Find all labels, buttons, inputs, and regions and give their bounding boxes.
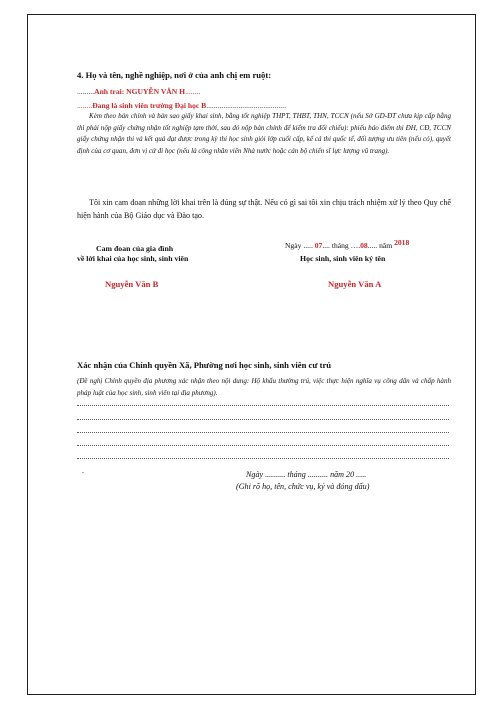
section-4-heading: 4. Họ và tên, nghề nghiệp, nơi ở của anh chị em ruột: xyxy=(77,70,272,80)
dotted-line xyxy=(77,419,449,420)
date-day: 07 xyxy=(314,241,323,250)
date-prefix: Ngày ..... xyxy=(285,241,313,250)
dots: .......................................... xyxy=(206,101,286,110)
dots: ........ xyxy=(185,87,201,96)
dotted-line xyxy=(77,445,449,446)
dotted-line xyxy=(77,405,449,406)
family-signer-name: Nguyễn Văn B xyxy=(105,279,159,289)
family-commitment-label: Cam đoan của gia đình xyxy=(96,244,174,253)
date-month: 08 xyxy=(360,241,368,250)
confirmation-heading: Xác nhận của Chính quyền Xã, Phường nơi học sinh, sinh viên cư trú xyxy=(77,360,332,370)
dotted-line xyxy=(77,458,449,459)
sibling-occupation: Đang là sinh viên trường Đại học B xyxy=(92,101,207,110)
dotted-line xyxy=(77,432,449,433)
sibling-line-2 xyxy=(77,101,286,110)
confirmation-note: (Đề nghị Chính quyền địa phương xác nhận theo nội dung: Hộ khẩu thường trú, việc thực hiện nghĩa vụ công dân và chấp hành pháp luật của học sinh, sinh viên tại địa phương). xyxy=(77,377,451,397)
small-mark: . xyxy=(82,466,84,475)
signature-date xyxy=(285,238,410,250)
student-signer-name: Nguyễn Văn A xyxy=(328,279,382,289)
confirmation-sign-note: (Ghi rõ họ, tên, chức vụ, ký và đóng dấu) xyxy=(236,482,370,491)
dots: ........ xyxy=(77,101,93,110)
sibling-name: Anh trai: NGUYỄN VĂN H xyxy=(94,87,186,96)
attachment-note: Kèm theo bản chính và bản sao giấy khai sinh, bằng tốt nghiệp THPT, THBT, THN, TCCN (nếu Sở GD-ĐT chưa kịp cấp bằng thì phải nộp giấy chứng nhận tốt nghiệp tạm thời, sau đó nộp bản chính để kiểm tra đối chiếu): phiếu báo điểm thi ĐH, CĐ, TCCN giấy chứng nhận thi và kết quả đạt được trong kỳ thi học sinh giỏi lớp cuối cấp, kể cả thi quốc tế, đối tượng ưu tiên (nếu có), quyết định của cơ quan, đơn vị cử đi học (nếu là công nhân viên Nhà nước hoặc cán bộ chiến sĩ lực lượng vũ trang). xyxy=(77,112,451,155)
date-year: 2018 xyxy=(394,238,410,247)
confirmation-date: Ngày .......... tháng .......... năm 20 ..... xyxy=(246,470,367,479)
date-year-label: ..... năm xyxy=(367,241,393,250)
dots: ......... xyxy=(77,87,95,96)
family-commitment-label-2: về lời khai của học sinh, sinh viên xyxy=(77,254,189,263)
commitment-text: Tôi xin cam đoan những lời khai trên là đúng sự thật. Nếu có gì sai tôi xin chịu trách nhiệm xử lý theo Quy chế hiện hành của Bộ Giáo dục và Đào tạo. xyxy=(77,198,451,220)
sibling-line-1 xyxy=(77,87,200,96)
student-sign-label: Học sinh, sinh viên ký tên xyxy=(300,254,386,263)
date-month-label: .... tháng …. xyxy=(322,241,361,250)
